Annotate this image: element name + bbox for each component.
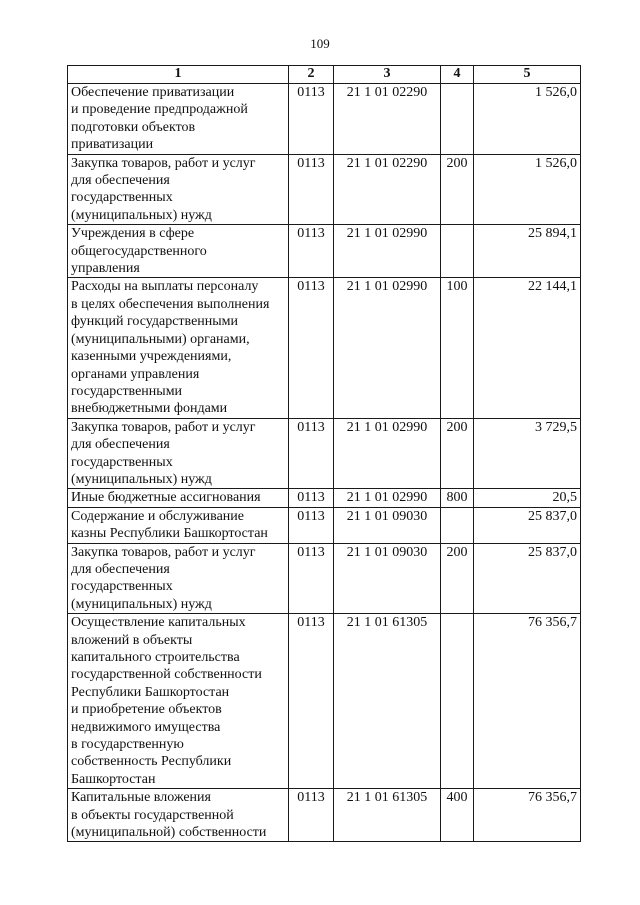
row-expense-type-cell	[441, 543, 474, 614]
row-amount-cell	[474, 507, 581, 543]
row-expense-type-cell	[441, 507, 474, 543]
row-section-cell	[289, 789, 334, 842]
row-amount-cell-text: 1 526,0	[535, 155, 577, 171]
row-name-cell	[68, 154, 289, 225]
column-header-4: 4	[441, 66, 474, 84]
row-expense-type-cell	[441, 789, 474, 842]
row-target-cell	[334, 507, 441, 543]
column-header-2: 2	[289, 66, 334, 84]
row-amount-cell-text: 25 837,0	[528, 544, 577, 560]
table-row	[68, 225, 581, 278]
row-section-cell	[289, 225, 334, 278]
row-expense-type-cell	[441, 154, 474, 225]
row-target-cell-text: 21 1 01 61305	[346, 615, 428, 631]
row-target-cell-text: 21 1 01 09030	[346, 544, 428, 560]
table-header	[68, 66, 581, 84]
column-header-1: 1	[68, 66, 289, 84]
row-name-cell	[68, 507, 289, 543]
table-row	[68, 543, 581, 614]
budget-table	[67, 65, 581, 842]
row-amount-cell	[474, 489, 581, 507]
row-target-cell-text: 21 1 01 02290	[346, 85, 428, 100]
row-expense-type-cell	[441, 418, 474, 489]
row-name-cell	[68, 614, 289, 789]
row-name-cell-text: Капитальные вложения в объекты государственной (муниципальной) собственности	[71, 790, 267, 841]
row-section-cell	[289, 489, 334, 507]
row-section-cell	[289, 507, 334, 543]
row-name-cell-text: Обеспечение приватизации и проведение предпродажной подготовки объектов приватизации	[71, 85, 248, 153]
row-section-cell-text: 0113	[297, 226, 325, 242]
row-amount-cell-text: 3 729,5	[535, 419, 577, 435]
table-row	[68, 614, 581, 789]
row-name-cell	[68, 225, 289, 278]
row-section-cell-text: 0113	[297, 490, 325, 506]
row-section-cell	[289, 278, 334, 418]
row-target-cell	[334, 84, 441, 155]
row-target-cell-text: 21 1 01 02990	[346, 490, 428, 506]
row-expense-type-cell-text: 200	[446, 544, 468, 560]
row-section-cell	[289, 418, 334, 489]
row-section-cell-text: 0113	[297, 155, 325, 171]
row-amount-cell	[474, 614, 581, 789]
row-name-cell	[68, 418, 289, 489]
row-target-cell	[334, 154, 441, 225]
row-amount-cell	[474, 418, 581, 489]
row-section-cell	[289, 614, 334, 789]
row-section-cell	[289, 154, 334, 225]
row-amount-cell	[474, 154, 581, 225]
table-row	[68, 154, 581, 225]
row-name-cell-text: Закупка товаров, работ и услуг для обеспечения государственных (муниципальных) нужд	[71, 419, 256, 487]
row-target-cell	[334, 614, 441, 789]
row-expense-type-cell-text: 100	[446, 279, 468, 295]
row-target-cell	[334, 543, 441, 614]
table-row	[68, 489, 581, 507]
column-header-5: 5	[474, 66, 581, 84]
row-name-cell	[68, 489, 289, 507]
row-name-cell-text: Содержание и обслуживание казны Республики Башкортостан	[71, 508, 268, 542]
row-section-cell-text: 0113	[297, 544, 325, 560]
row-name-cell	[68, 543, 289, 614]
row-amount-cell	[474, 84, 581, 155]
row-expense-type-cell-text: 200	[446, 155, 468, 171]
row-target-cell	[334, 418, 441, 489]
row-amount-cell-text: 25 894,1	[528, 226, 577, 242]
row-target-cell	[334, 225, 441, 278]
row-section-cell	[289, 84, 334, 155]
row-expense-type-cell-text: 200	[446, 419, 468, 435]
row-expense-type-cell-text: 400	[446, 790, 468, 806]
row-amount-cell	[474, 278, 581, 418]
row-section-cell-text: 0113	[297, 790, 325, 806]
row-target-cell-text: 21 1 01 02990	[346, 419, 428, 435]
row-amount-cell-text: 1 526,0	[535, 85, 577, 100]
table-row	[68, 278, 581, 418]
row-name-cell	[68, 278, 289, 418]
row-amount-cell	[474, 225, 581, 278]
row-name-cell-text: Иные бюджетные ассигнования	[71, 490, 261, 506]
row-target-cell	[334, 789, 441, 842]
row-section-cell-text: 0113	[297, 508, 325, 524]
row-name-cell-text: Осуществление капитальных вложений в объекты капитального строительства государственной собственности Республики Башкортостан и приобретение объектов недвижимого имущества в государственную собственность Республики Башкортостан	[71, 615, 262, 787]
page-number: 109	[310, 36, 330, 51]
row-section-cell-text: 0113	[297, 85, 325, 100]
row-target-cell-text: 21 1 01 02990	[346, 279, 428, 295]
table-body	[68, 84, 581, 842]
row-amount-cell	[474, 789, 581, 842]
row-name-cell-text: Расходы на выплаты персоналу в целях обеспечения выполнения функций государственными (муниципальными) органами, казенными учреждениями, органами управления государственными внебюджетными фондами	[71, 279, 270, 417]
row-name-cell-text: Закупка товаров, работ и услуг для обеспечения государственных (муниципальных) нужд	[71, 155, 256, 223]
row-section-cell-text: 0113	[297, 615, 325, 631]
row-amount-cell-text: 76 356,7	[528, 790, 577, 806]
header-row	[68, 66, 581, 84]
row-expense-type-cell	[441, 225, 474, 278]
row-target-cell	[334, 489, 441, 507]
row-expense-type-cell	[441, 614, 474, 789]
table-row	[68, 84, 581, 155]
row-amount-cell-text: 25 837,0	[528, 508, 577, 524]
row-amount-cell-text: 20,5	[552, 490, 577, 506]
row-name-cell-text: Закупка товаров, работ и услуг для обеспечения государственных (муниципальных) нужд	[71, 544, 256, 612]
row-name-cell-text: Учреждения в сфере общегосударственного управления	[71, 226, 207, 277]
row-name-cell	[68, 84, 289, 155]
row-expense-type-cell	[441, 489, 474, 507]
row-target-cell-text: 21 1 01 02990	[346, 226, 428, 242]
table-row	[68, 418, 581, 489]
row-expense-type-cell-text: 800	[446, 490, 468, 506]
row-expense-type-cell	[441, 84, 474, 155]
row-target-cell-text: 21 1 01 61305	[346, 790, 428, 806]
row-name-cell	[68, 789, 289, 842]
row-amount-cell	[474, 543, 581, 614]
row-amount-cell-text: 76 356,7	[528, 615, 577, 631]
column-header-3: 3	[334, 66, 441, 84]
table-row	[68, 789, 581, 842]
table-row	[68, 507, 581, 543]
row-target-cell-text: 21 1 01 02290	[346, 155, 428, 171]
row-target-cell-text: 21 1 01 09030	[346, 508, 428, 524]
row-section-cell	[289, 543, 334, 614]
row-amount-cell-text: 22 144,1	[528, 279, 577, 295]
row-section-cell-text: 0113	[297, 279, 325, 295]
row-section-cell-text: 0113	[297, 419, 325, 435]
row-target-cell	[334, 278, 441, 418]
row-expense-type-cell	[441, 278, 474, 418]
